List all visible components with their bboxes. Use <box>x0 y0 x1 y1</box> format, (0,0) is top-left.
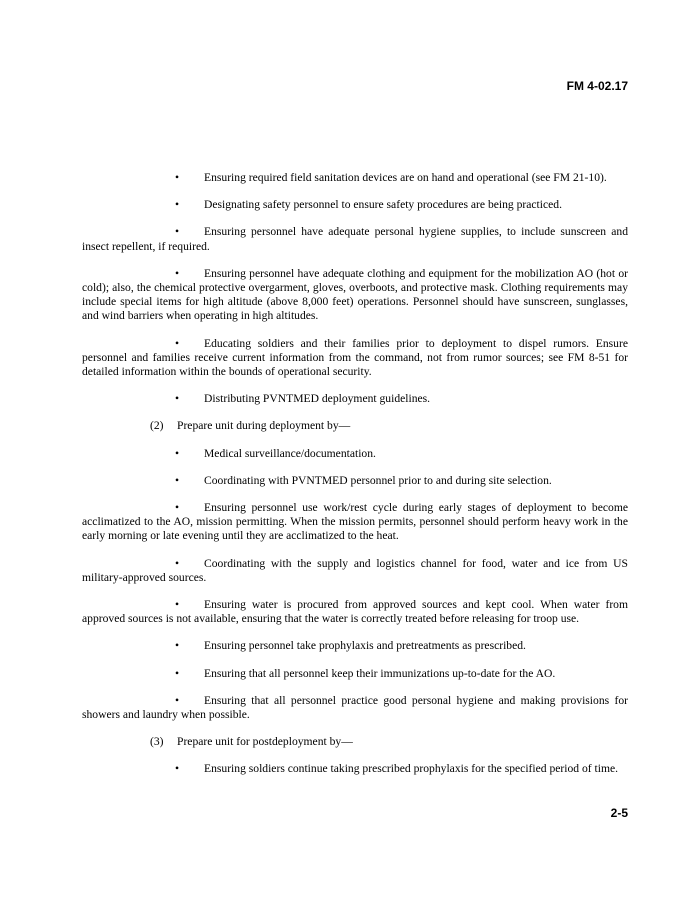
bullet-icon: • <box>175 446 180 460</box>
bullet-item <box>82 392 628 406</box>
bullet-icon: • <box>175 501 180 515</box>
bullet-text: Ensuring that all personnel practice good personal hygiene and making provisions for showers and laundry when possible. <box>82 693 628 722</box>
subsection-text: Prepare unit for postdeployment by— <box>177 735 353 749</box>
bullet-text: Medical surveillance/documentation. <box>204 446 376 460</box>
bullet-item <box>82 762 628 776</box>
bullet-icon: • <box>175 225 180 239</box>
bullet-text: Ensuring soldiers continue taking prescribed prophylaxis for the specified period of time. <box>204 762 619 776</box>
bullet-text: Ensuring required field sanitation devices are on hand and operational (see FM 21-10). <box>204 171 607 184</box>
bullet-icon: • <box>175 266 180 280</box>
bullet-item <box>82 501 628 544</box>
bullet-text: Distributing PVNTMED deployment guidelines. <box>204 392 431 406</box>
bullet-item <box>82 198 628 212</box>
page-body <box>82 171 628 777</box>
subsection-number: (2) <box>150 419 164 433</box>
bullet-item <box>82 474 628 488</box>
bullet-item <box>82 267 628 324</box>
bullet-text: Coordinating with the supply and logistics channel for food, water and ice from US military-approved sources. <box>82 556 628 584</box>
bullet-icon: • <box>175 198 180 212</box>
document-id-header: FM 4-02.17 <box>566 79 628 93</box>
bullet-item <box>82 639 628 653</box>
bullet-icon: • <box>175 762 180 776</box>
bullet-text: Ensuring personnel take prophylaxis and pretreatments as prescribed. <box>204 639 526 653</box>
subsection-heading <box>82 735 628 749</box>
bullet-icon: • <box>175 473 180 487</box>
bullet-icon: • <box>175 639 180 653</box>
bullet-text: Designating safety personnel to ensure safety procedures are being practiced. <box>204 198 562 212</box>
bullet-item <box>82 447 628 461</box>
subsection-heading <box>82 419 628 433</box>
bullet-text: Ensuring personnel use work/rest cycle during early stages of deployment to become acclimatized to the AO, mission permitting. When the mission permits, personnel should perform heavy work in the early morning or late evening until they are acclimatized to the heat. <box>82 501 628 543</box>
bullet-text: Ensuring personnel have adequate clothing and equipment for the mobilization AO (hot or cold); also, the chemical protective overgarment, gloves, overboots, and protective mask. Clothing requirements may include special items for high altitude (above 8,000 feet) operations. Personnel should have sunscreen, sunglasses, and wind barriers when operating in high altitudes. <box>82 266 628 323</box>
bullet-item <box>82 171 628 185</box>
subsection-text: Prepare unit during deployment by— <box>177 419 351 433</box>
subsection-number: (3) <box>150 735 164 749</box>
bullet-item <box>82 694 628 722</box>
bullet-item <box>82 337 628 380</box>
bullet-item <box>82 557 628 585</box>
bullet-icon: • <box>175 556 180 570</box>
bullet-icon: • <box>175 171 180 184</box>
bullet-icon: • <box>175 598 180 612</box>
bullet-icon: • <box>175 392 180 406</box>
bullet-text: Ensuring water is procured from approved sources and kept cool. When water from approved sources is not available, ensuring that the water is correctly treated before releasing for troop use. <box>82 598 628 626</box>
bullet-text: Ensuring that all personnel keep their immunizations up-to-date for the AO. <box>204 666 556 680</box>
bullet-icon: • <box>175 336 180 350</box>
bullet-item <box>82 667 628 681</box>
page-number-footer: 2-5 <box>610 806 628 820</box>
bullet-text: Ensuring personnel have adequate personal hygiene supplies, to include sunscreen and insect repellent, if required. <box>82 225 628 253</box>
bullet-text: Educating soldiers and their families prior to deployment to dispel rumors. Ensure personnel and families receive current information from the command, not from rumor sources; see FM 8-51 for detailed information within the bounds of operational security. <box>82 336 628 379</box>
bullet-item <box>82 225 628 253</box>
bullet-item <box>82 598 628 626</box>
bullet-text: Coordinating with PVNTMED personnel prior to and during site selection. <box>204 473 552 487</box>
bullet-icon: • <box>175 693 180 707</box>
bullet-icon: • <box>175 666 180 680</box>
